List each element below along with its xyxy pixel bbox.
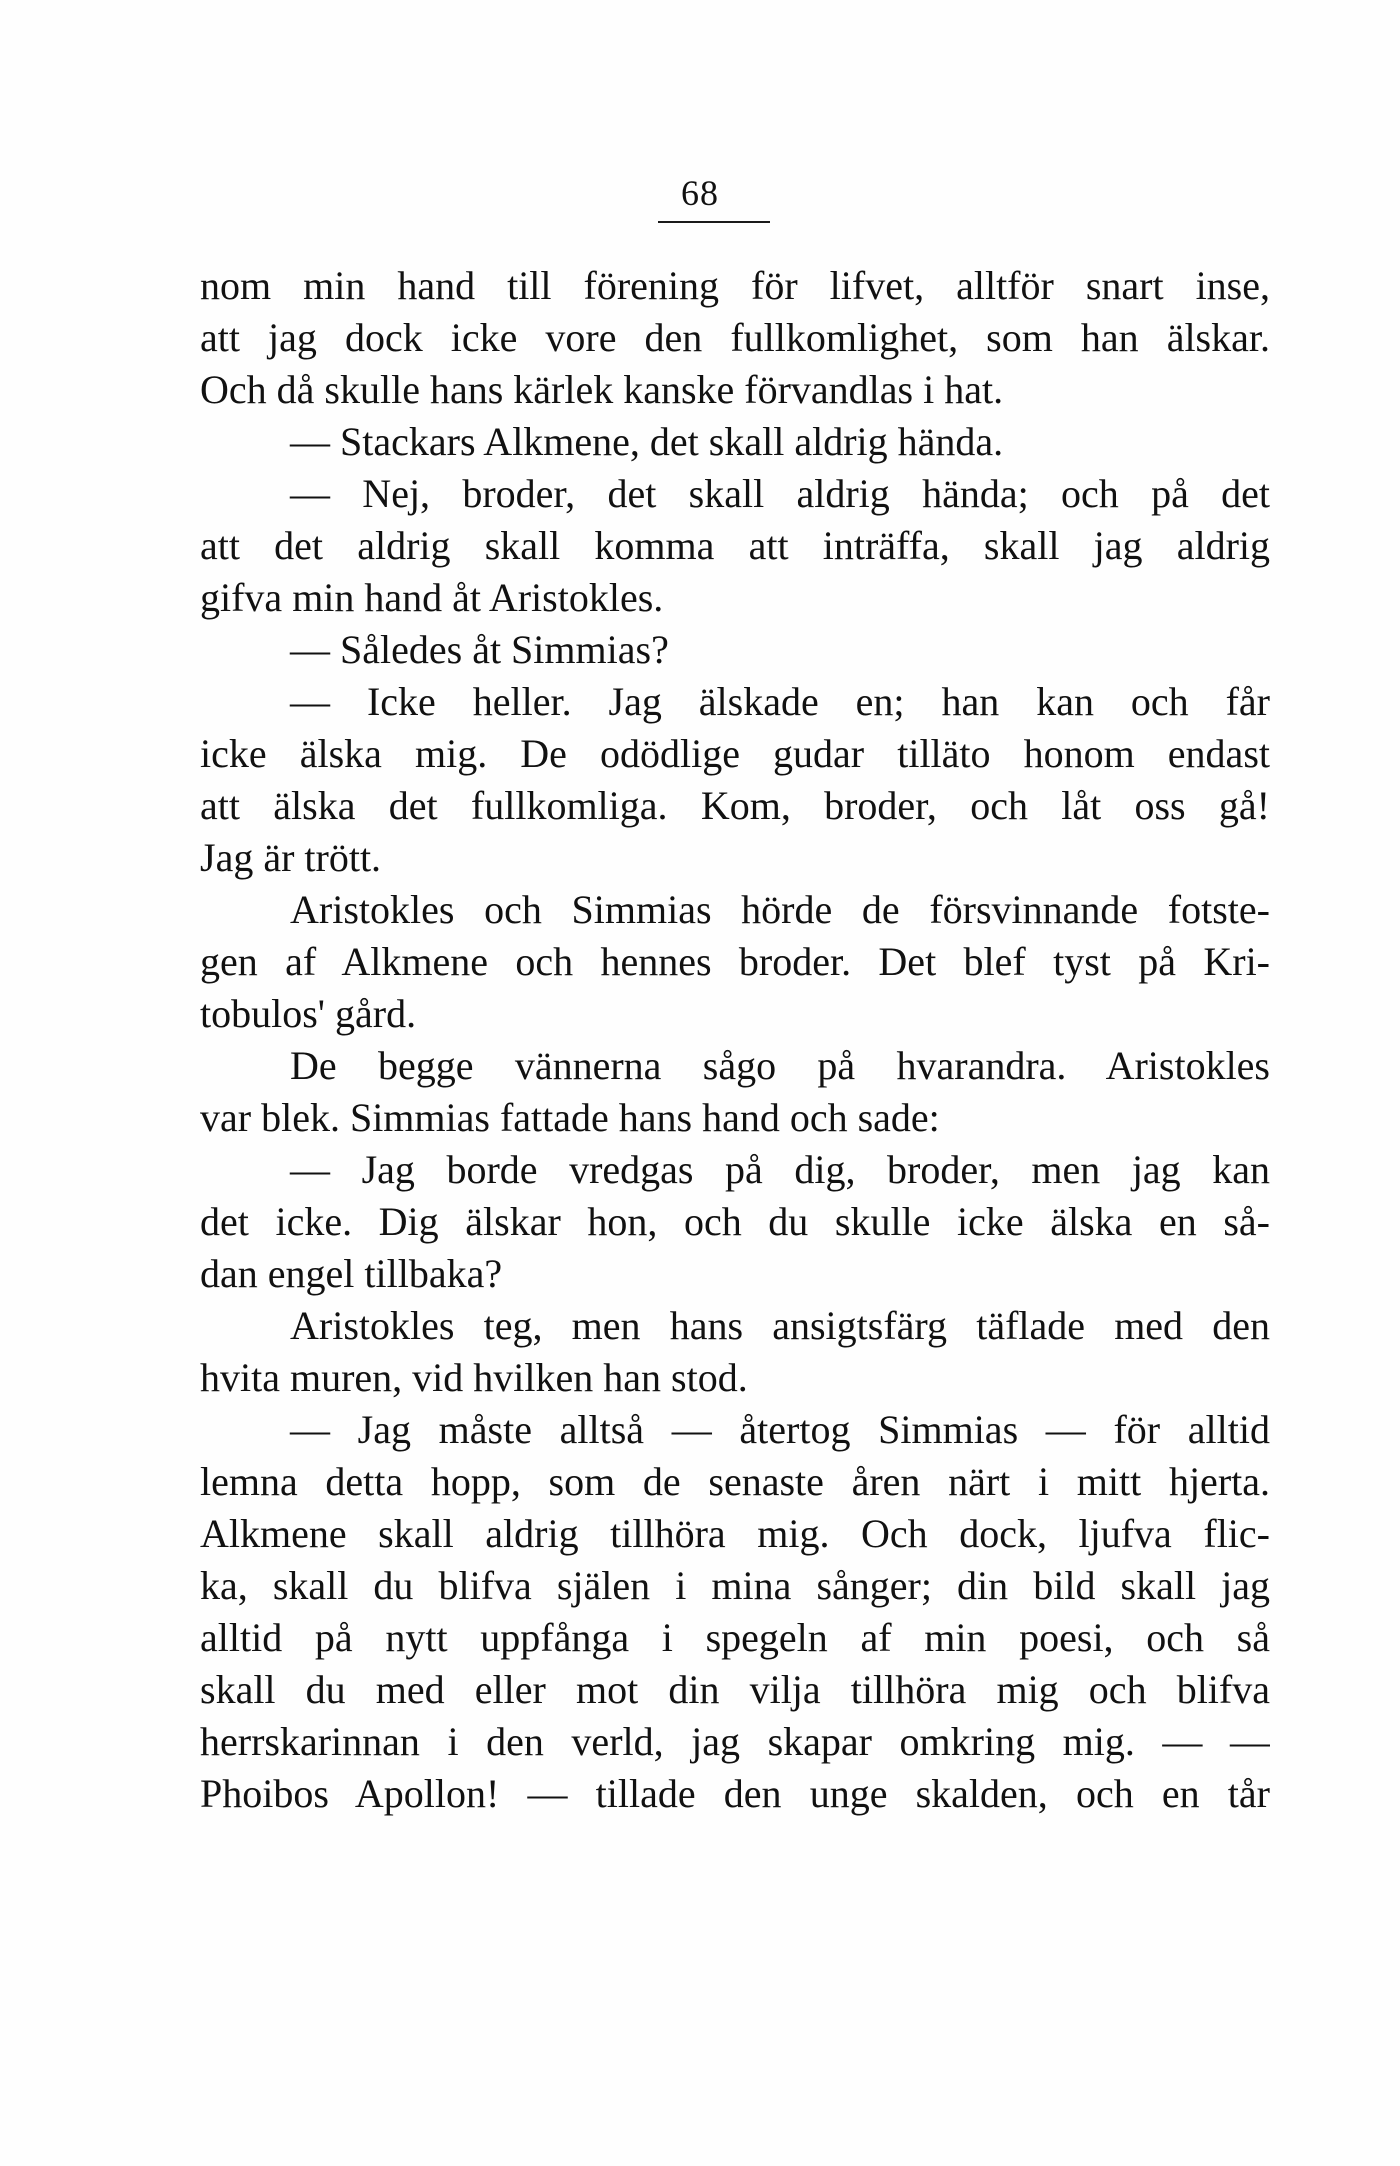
text-line: — Således åt Simmias? <box>290 627 669 672</box>
text-line: — Jag borde vredgas på dig, broder, men jag kan <box>290 1147 1270 1192</box>
text-line: — Icke heller. Jag älskade en; han kan och får <box>290 679 1270 724</box>
text-line: herrskarinnan i den verld, jag skapar omkring mig. — — <box>200 1719 1270 1764</box>
text-line: ka, skall du blifva själen i mina sånger; din bild skall jag <box>200 1563 1270 1608</box>
text-line: gen af Alkmene och hennes broder. Det blef tyst på Kri- <box>200 939 1270 984</box>
text-line: Aristokles och Simmias hörde de försvinnande fotste- <box>290 887 1270 932</box>
text-line: skall du med eller mot din vilja tillhöra mig och blifva <box>200 1667 1270 1712</box>
text-line: icke älska mig. De odödlige gudar tilläto honom endast <box>200 731 1270 776</box>
text-line: hvita muren, vid hvilken han stod. <box>200 1355 748 1400</box>
page-number: 68 <box>681 173 719 213</box>
text-line: Aristokles teg, men hans ansigtsfärg täflade med den <box>290 1303 1270 1348</box>
text-line: De begge vännerna sågo på hvarandra. Aristokles <box>290 1043 1270 1088</box>
text-line: Phoibos Apollon! — tillade den unge skalden, och en tår <box>200 1771 1270 1816</box>
text-line: lemna detta hopp, som de senaste åren närt i mitt hjerta. <box>200 1459 1270 1504</box>
text-line: nom min hand till förening för lifvet, alltför snart inse, <box>200 263 1270 308</box>
text-line: var blek. Simmias fattade hans hand och sade: <box>200 1095 940 1140</box>
text-line: dan engel tillbaka? <box>200 1251 503 1296</box>
text-line: — Stackars Alkmene, det skall aldrig hända. <box>290 419 1004 464</box>
text-line: tobulos' gård. <box>200 991 417 1036</box>
body-text <box>200 260 1270 1820</box>
text-line: Alkmene skall aldrig tillhöra mig. Och dock, ljufva flic- <box>200 1511 1270 1556</box>
text-line: Jag är trött. <box>200 835 382 880</box>
text-line: att älska det fullkomliga. Kom, broder, och låt oss gå! <box>200 783 1270 828</box>
text-line: att det aldrig skall komma att inträffa, skall jag aldrig <box>200 523 1270 568</box>
text-line: att jag dock icke vore den fullkomlighet, som han älskar. <box>200 315 1270 360</box>
text-line: alltid på nytt uppfånga i spegeln af min poesi, och så <box>200 1615 1270 1660</box>
text-line: det icke. Dig älskar hon, och du skulle icke älska en så- <box>200 1199 1270 1244</box>
text-line: — Jag måste alltså — återtog Simmias — för alltid <box>290 1407 1270 1452</box>
page-number-rule <box>658 221 770 223</box>
text-line: Och då skulle hans kärlek kanske förvandlas i hat. <box>200 367 1004 412</box>
text-line: — Nej, broder, det skall aldrig hända; och på det <box>290 471 1270 516</box>
text-line: gifva min hand åt Aristokles. <box>200 575 664 620</box>
